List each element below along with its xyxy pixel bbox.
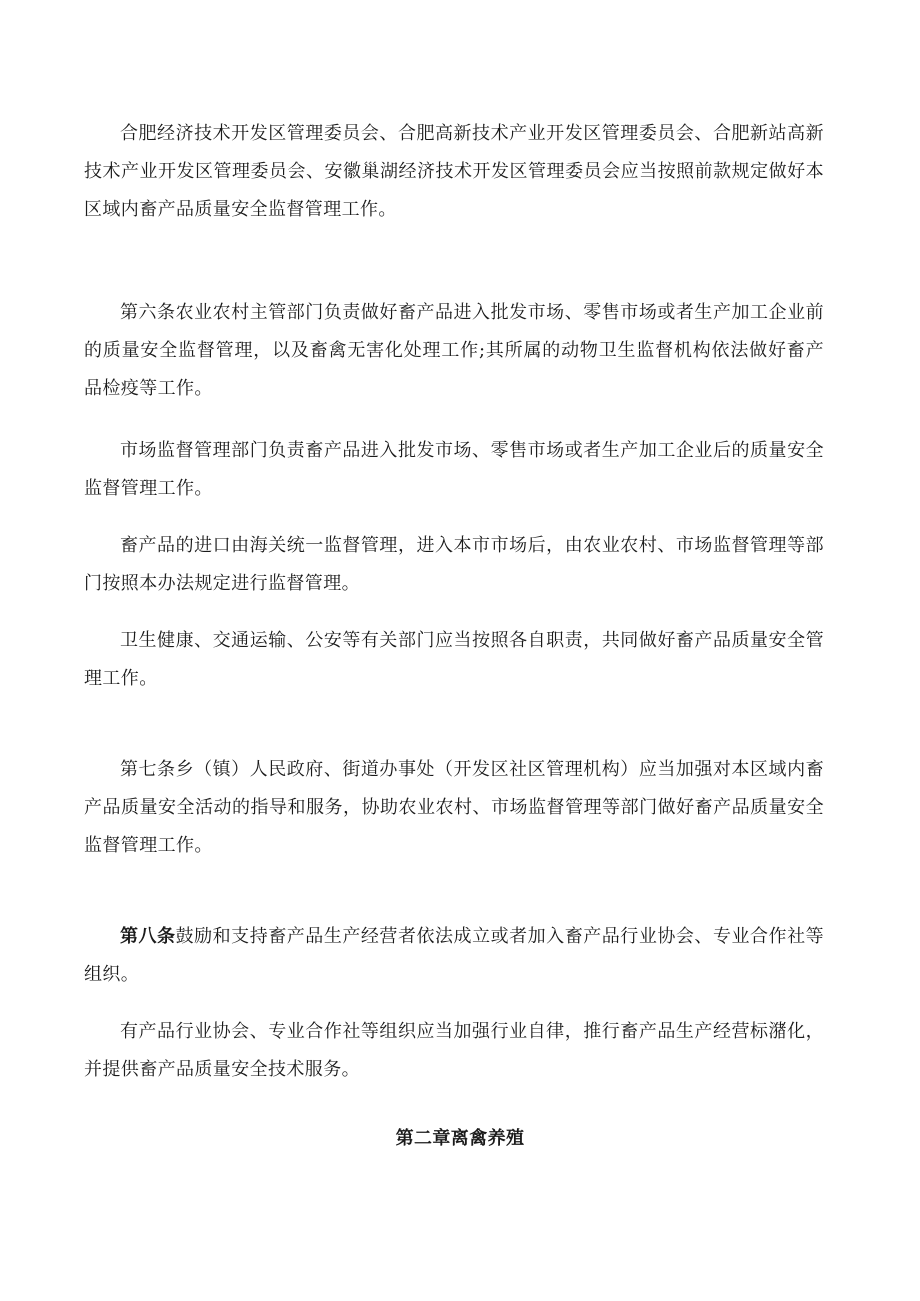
paragraph-import-customs (84, 527, 824, 603)
paragraph-text: 卫生健康、交通运输、公安等有关部门应当按照各自职责，共同做好畜产品质量安全管理工作。 (84, 630, 824, 689)
paragraph-text: 有产品行业协会、专业合作社等组织应当加强行业自律，推行畜产品生产经营标潴化，并提供畜产品质量安全技术服务。 (84, 1021, 824, 1080)
chapter-heading: 第二章离禽养殖 (395, 1128, 525, 1149)
paragraph-text: 鼓励和支持畜产品生产经营者依法成立或者加入畜产品行业协会、专业合作社等组织。 (84, 926, 824, 985)
paragraph-text: 第七条乡（镇）人民政府、街道办事处（开发区社区管理机构）应当加强对本区域内畜产品质量安全活动的指导和服务，协助农业农村、市场监督管理等部门做好畜产品质量安全监督管理工作。 (84, 759, 824, 856)
paragraph-article-8 (84, 918, 824, 994)
paragraph-industry-self-discipline (84, 1013, 824, 1089)
paragraph-text: 畜产品的进口由海关统一监督管理，进入本市市场后，由农业农村、市场监督管理等部门按照本办法规定进行监督管理。 (84, 535, 824, 594)
paragraph-text: 第六条农业农村主管部门负责做好畜产品进入批发市场、零售市场或者生产加工企业前的质量安全监督管理，以及畜禽无害化处理工作;其所属的动物卫生监督机构依法做好畜产品检疫等工作。 (84, 302, 824, 399)
paragraph-other-departments (84, 622, 824, 698)
paragraph-market-supervision (84, 432, 824, 508)
paragraph-article-6 (84, 294, 824, 408)
article-number: 第八条 (120, 926, 176, 947)
paragraph-article-7 (84, 751, 824, 865)
paragraph-text: 市场监督管理部门负责畜产品进入批发市场、零售市场或者生产加工企业后的质量安全监督管理工作。 (84, 440, 824, 499)
paragraph-text: 合肥经济技术开发区管理委员会、合肥高新技术产业开发区管理委员会、合肥新站高新技术产业开发区管理委员会、安徽巢湖经济技术开发区管理委员会应当按照前款规定做好本区域内畜产品质量安全监督管理工作。 (84, 123, 824, 220)
paragraph-dev-zone-committees (84, 115, 824, 229)
